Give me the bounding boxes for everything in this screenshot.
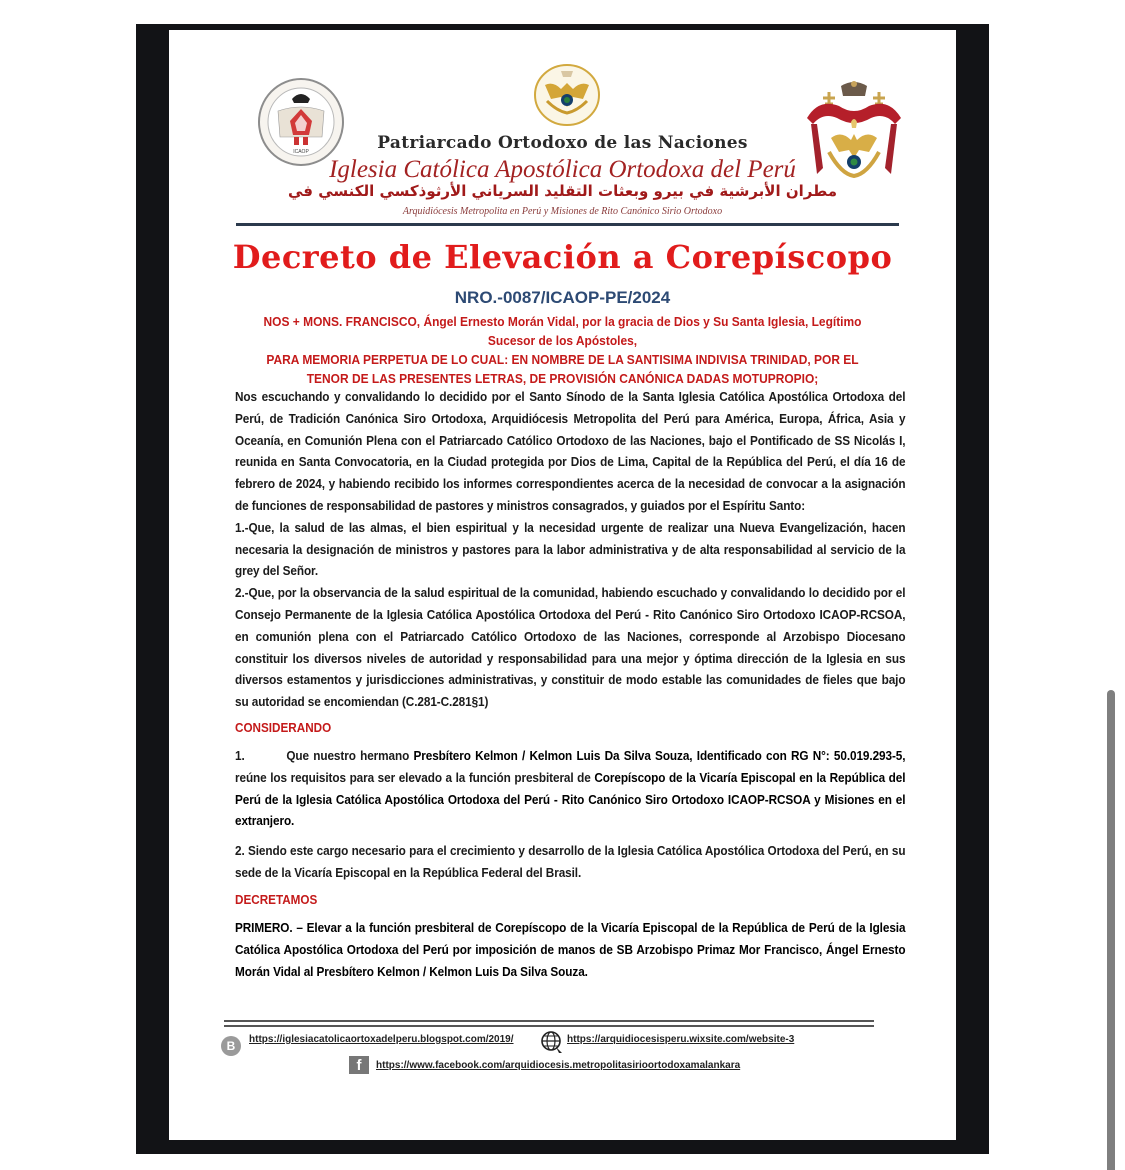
- intro-paragraph: Nos escuchando y convalidando lo decidido por el Santo Sínodo de la Santa Iglesia Católica Apostólica Ortodoxa del Perú, de Tradición Canónica Siro Ortodoxa, Arquidiócesis Metropolita del Perú para América, Europa, África, Asia y Oceanía, en Comunión Plena con el Patriarcado Católico Ortodoxo de las Naciones, bajo el Pontificado de SS Nicolás I, reunida en Santa Convocatoria, en la Ciudad protegida por Dios de Lima, Capital de la República del Perú, el día 16 de febrero de 2024, y habiendo recibido los informes correspondientes acerca de la necesidad de convocar a la asignación de funciones de responsabilidad de pastores y ministros consagrados, y guiados por el Espíritu Santo:: [235, 389, 906, 513]
- patriarchate-seal-icon: [533, 63, 601, 127]
- presbyter-identification: Presbítero Kelmon / Kelmon Luis Da Silva Souza, Identificado con RG N°: 50.019.293-5,: [413, 748, 906, 763]
- document-page: [169, 30, 956, 1140]
- perpetual-memory-statement: PARA MEMORIA PERPETUA DE LO CUAL: EN NOMBRE DE LA SANTISIMA INDIVISA TRINIDAD, POR EL TENOR DE LAS PRESENTES LETRAS, DE PROVISIÓN CANÓNICA DADAS MOTUPROPIO;: [266, 352, 859, 386]
- item-text: Que nuestro hermano: [286, 748, 414, 763]
- arabic-subtitle: مطران الأبرشية في بيرو وبعثات التقليد السرياني الأرثوذكسي الكنسي في: [287, 182, 838, 200]
- svg-text:ICAOP: ICAOP: [293, 149, 309, 155]
- facebook-link[interactable]: https://www.facebook.com/arquidiocesis.metropolitasirioortodoxamalankara: [376, 1060, 741, 1071]
- item-number: 1.: [235, 748, 245, 763]
- vertical-scrollbar[interactable]: [1107, 690, 1115, 1170]
- footer-divider: [224, 1020, 874, 1022]
- church-name: Iglesia Católica Apostólica Ortodoxa del Perú: [329, 156, 796, 183]
- header-divider: [236, 223, 899, 226]
- considerando-heading: CONSIDERANDO: [235, 720, 332, 735]
- globe-icon: [540, 1030, 564, 1054]
- church-seal-icon: [256, 77, 346, 167]
- issuer-statement: NOS + MONS. FRANCISCO, Ángel Ernesto Morán Vidal, por la gracia de Dios y Su Santa Iglesia, Legítimo Sucesor de los Apóstoles,: [263, 314, 862, 348]
- primero-paragraph: PRIMERO. – Elevar a la función presbiteral de Corepíscopo de la Vicaría Episcopal de la República de Perú de la Iglesia Católica Apostólica Ortodoxa del Perú por imposición de manos de SB Arzobispo Primaz Mor Francisco, Ángel Ernesto Morán Vidal al Presbítero Kelmon / Kelmon Luis Da Silva Souza.: [235, 920, 906, 979]
- blogger-link[interactable]: https://iglesiacatolicaortoxadelperu.blogspot.com/2019/: [249, 1034, 514, 1045]
- considerando-item-1: [235, 745, 905, 832]
- patriarchate-name: Patriarcado Ortodoxo de las Naciones: [377, 133, 748, 153]
- archdiocese-subtitle: Arquidiócesis Metropolita en Perú y Misiones de Rito Canónico Sirio Ortodoxo: [402, 206, 723, 217]
- point-2-paragraph: 2.-Que, por la observancia de la salud espiritual de la comunidad, habiendo escuchado y convalidando lo decidido por el Consejo Permanente de la Iglesia Católica Apostólica Ortodoxa del Perú - Rito Canónico Siro Ortodoxo ICAOP-RCSOA, en comunión plena con el Patriarcado Católico Ortodoxo de las Naciones, corresponde al Arzobispo Diocesano constituir los diversos niveles de autoridad y responsabilidad para una mejor y óptima dirección de la Iglesia en sus diversos estamentos y jurisdicciones administrativas, y constituir de modo estable las comunidades de fieles que bajo su autoridad se encomiendan (C.281-C.281§1): [235, 585, 906, 710]
- point-1-paragraph: 1.-Que, la salud de las almas, el bien espiritual y la necesidad urgente de realizar una Nueva Evangelización, hacen necesaria la designación de ministros y pastores para la labor administrativa y de alta responsabilidad al servicio de la grey del Señor.: [235, 519, 906, 579]
- item-text: reúne los requisitos para ser elevado a la función presbiteral de: [235, 769, 595, 785]
- office-title: Corepíscopo de la Vicaría Episcopal en la República del Perú de la Iglesia Católica Apostólica Ortodoxa del Perú - Rito Canónico Siro Ortodoxo ICAOP-RCSOA y Misiones en el extranjero.: [235, 769, 906, 829]
- decree-body: [235, 386, 905, 713]
- facebook-icon: f: [349, 1056, 369, 1074]
- website-link[interactable]: https://arquidiocesisperu.wixsite.com/website-3: [567, 1034, 795, 1045]
- blogger-icon: B: [221, 1036, 241, 1056]
- decree-number: NRO.-0087/ICAOP-PE/2024: [454, 288, 671, 307]
- decree-title: Decreto de Elevación a Corepíscopo: [232, 238, 893, 276]
- considerando-item-2: 2. Siendo este cargo necesario para el crecimiento y desarrollo de la Iglesia Católica Apostólica Ortodoxa del Perú, en su sede de la Vicaría Episcopal en la República Federal del Brasil.: [235, 843, 906, 880]
- decretamos-heading: DECRETAMOS: [235, 892, 318, 907]
- footer-divider: [224, 1025, 874, 1027]
